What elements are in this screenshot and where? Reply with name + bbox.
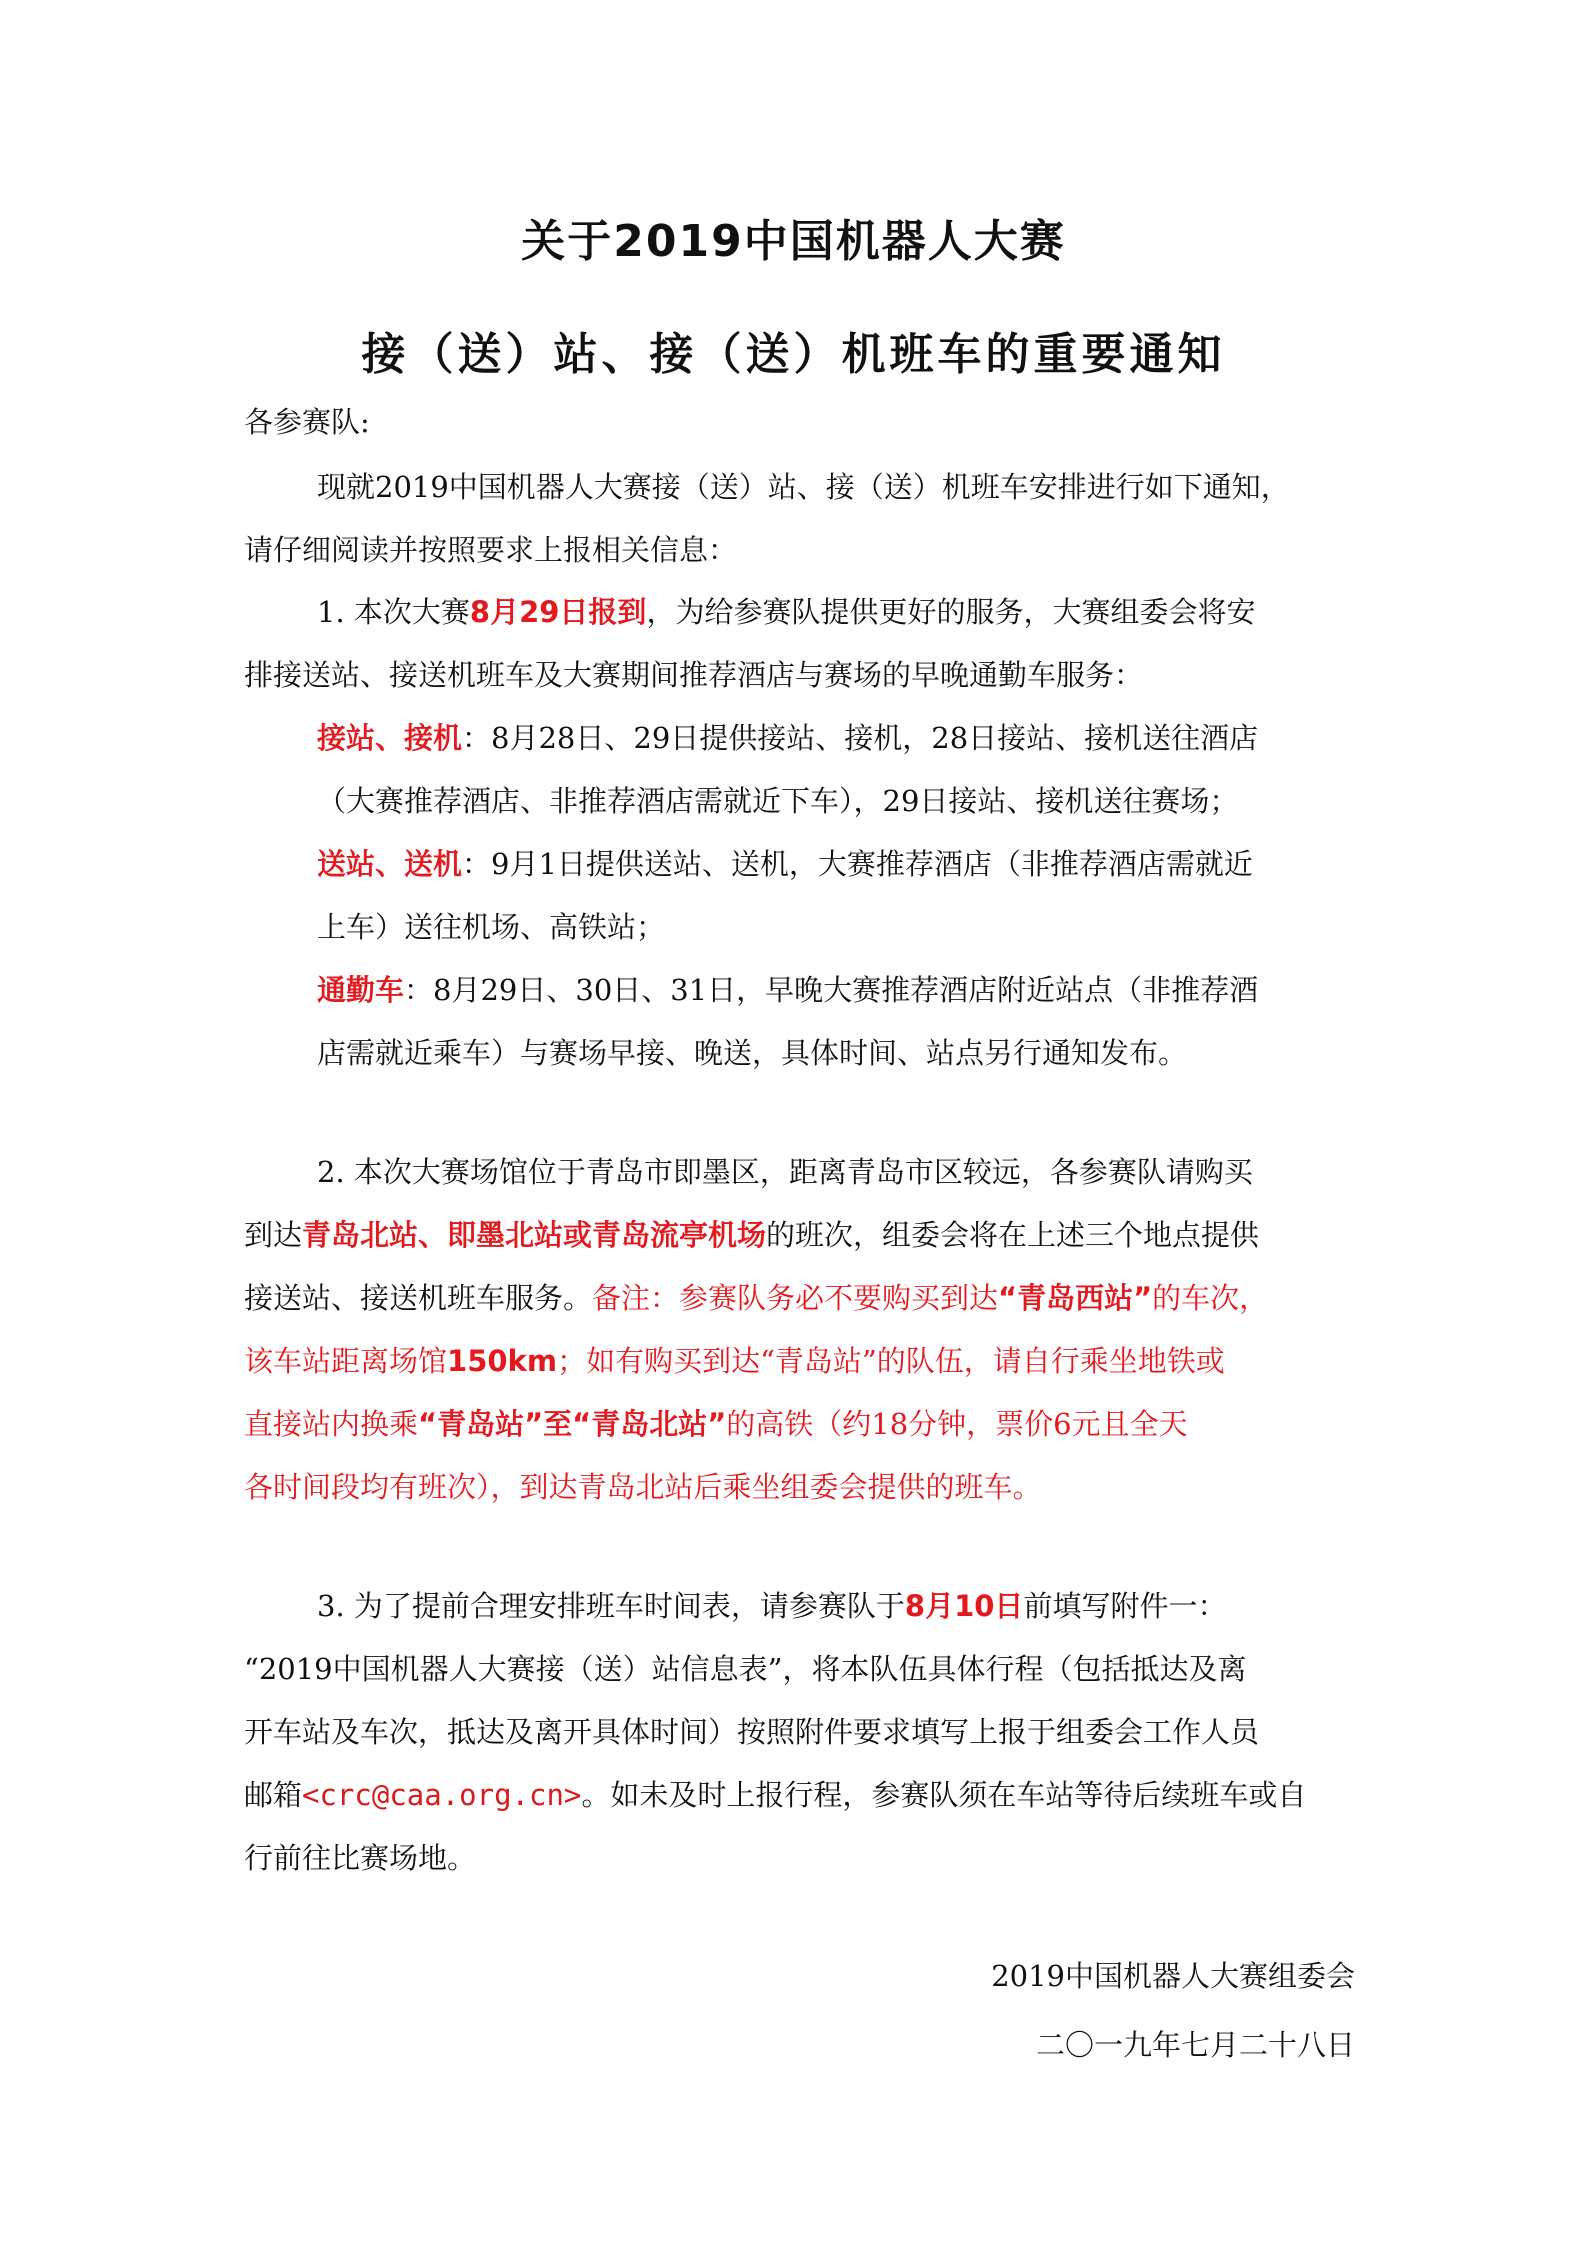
- item2-line4: [244, 1341, 1354, 1381]
- commute-label: 通勤车: [317, 973, 405, 1007]
- signature-date: 二〇一九年七月二十八日: [1035, 2028, 1355, 2062]
- item1-line2: 排接送站、接送机班车及大赛期间推荐酒店与赛场的早晚通勤车服务：: [244, 658, 1144, 692]
- greeting: 各参赛队:: [244, 405, 370, 439]
- pickup-line1: [317, 718, 1427, 758]
- email-link[interactable]: <crc@caa.org.cn>: [302, 1778, 582, 1812]
- pickup-line2: （大赛推荐酒店、非推荐酒店需就近下车），29日接站、接机送往赛场；: [317, 784, 1239, 818]
- item3-line1: [317, 1586, 1427, 1626]
- item3-text: 。如未及时上报行程，参赛队须在车站等待后续班车或自: [581, 1778, 1307, 1812]
- commute-text: ：8月29日、30日、31日，早晚大赛推荐酒店附近站点（非推荐酒: [404, 973, 1259, 1007]
- dropoff-label: 送站、送机: [317, 847, 463, 881]
- dropoff-text: ：9月1日提供送站、送机，大赛推荐酒店（非推荐酒店需就近: [462, 847, 1253, 881]
- item3-text: 前填写附件一：: [1023, 1589, 1227, 1623]
- item3-text: 邮箱: [244, 1778, 303, 1812]
- item3-line3: 开车站及车次，抵达及离开具体时间）按照附件要求填写上报于组委会工作人员: [244, 1715, 1260, 1749]
- pickup-label: 接站、接机: [317, 721, 463, 755]
- item1-line1: [317, 592, 1427, 632]
- note-text: ；如有购买到达“青岛站”的队伍，请自行乘坐地铁或: [557, 1344, 1225, 1378]
- item3-text: 3. 为了提前合理安排班车时间表，请参赛队于: [317, 1589, 905, 1623]
- note-text: 的车次，: [1152, 1281, 1269, 1315]
- deadline-date: 8月10日: [904, 1589, 1024, 1623]
- document-title-line1: 关于2019中国机器人大赛: [521, 216, 1066, 267]
- note-text: 该车站距离场馆: [244, 1344, 448, 1378]
- item3-line4: [244, 1775, 1354, 1815]
- checkin-date: 8月29日报到: [469, 595, 647, 629]
- intro-line2: 请仔细阅读并按照要求上报相关信息：: [244, 533, 738, 567]
- transfer-route: “青岛站”至“青岛北站”: [418, 1407, 727, 1441]
- item1-text: ，为给参赛队提供更好的服务，大赛组委会将安: [646, 595, 1256, 629]
- item3-line5: 行前往比赛场地。: [244, 1841, 477, 1875]
- commute-line1: [317, 970, 1427, 1010]
- signature-org: 2019中国机器人大赛组委会: [991, 1959, 1355, 1993]
- dropoff-line1: [317, 844, 1427, 884]
- commute-line2: 店需就近乘车）与赛场早接、晚送，具体时间、站点另行通知发布。: [317, 1036, 1188, 1070]
- distance-value: 150km: [447, 1344, 558, 1378]
- pickup-text: ：8月28日、29日提供接站、接机，28日接站、接机送往酒店: [462, 721, 1259, 755]
- west-station: “青岛西站”: [998, 1281, 1153, 1315]
- item2-text: 的班次，组委会将在上述三个地点提供: [766, 1218, 1260, 1252]
- document-title-line2: 接（送）站、接（送）机班车的重要通知: [361, 329, 1226, 380]
- note-text: 的高铁（约18分钟，票价6元且全天: [726, 1407, 1188, 1441]
- intro-line1: 现就2019中国机器人大赛接（送）站、接（送）机班车安排进行如下通知，: [317, 470, 1290, 504]
- note-text: 直接站内换乘: [244, 1407, 419, 1441]
- item2-line1: 2. 本次大赛场馆位于青岛市即墨区，距离青岛市区较远，各参赛队请购买: [317, 1155, 1253, 1189]
- item2-text: 接送站、接送机班车服务。: [244, 1281, 593, 1315]
- dropoff-line2: 上车）送往机场、高铁站；: [317, 910, 666, 944]
- note-text: 备注：参赛队务必不要购买到达: [592, 1281, 999, 1315]
- item2-line3: [244, 1278, 1354, 1318]
- item2-line5: [244, 1404, 1354, 1444]
- item2-text: 到达: [244, 1218, 303, 1252]
- item3-line2: “2019中国机器人大赛接（送）站信息表”，将本队伍具体行程（包括抵达及离: [244, 1652, 1247, 1686]
- item1-text: 1. 本次大赛: [317, 595, 470, 629]
- item2-line6: 各时间段均有班次），到达青岛北站后乘坐组委会提供的班车。: [244, 1470, 1042, 1504]
- item2-line2: [244, 1215, 1354, 1255]
- arrival-stations: 青岛北站、即墨北站或青岛流亭机场: [302, 1218, 767, 1252]
